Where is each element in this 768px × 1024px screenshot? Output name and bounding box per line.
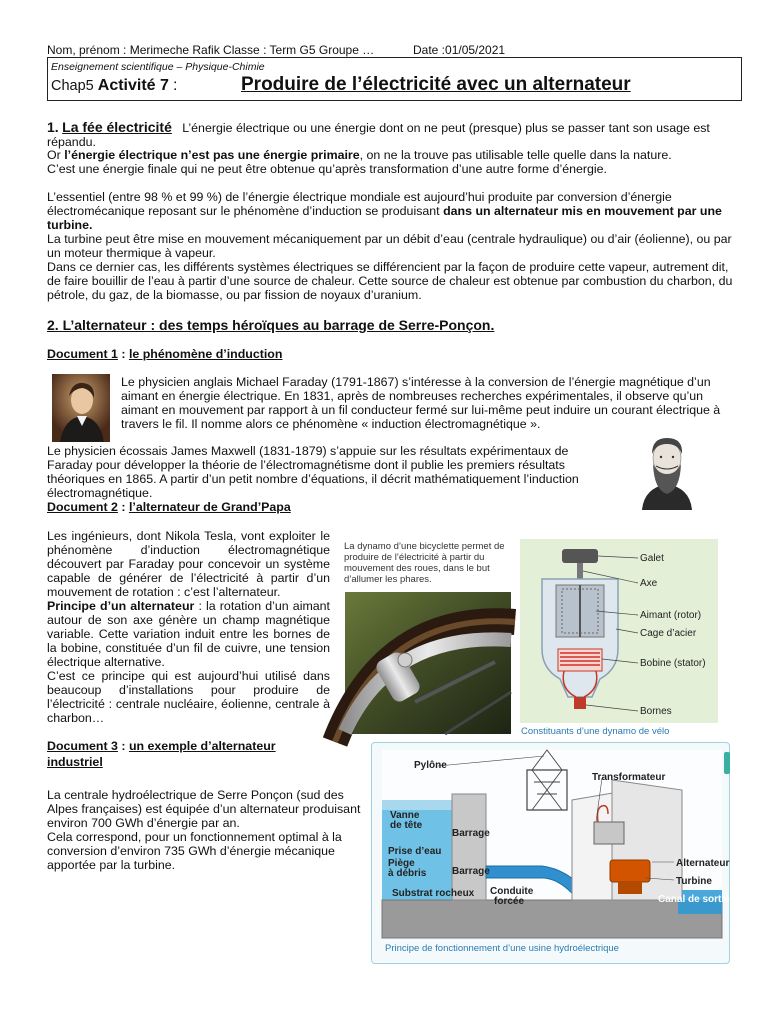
title-box (47, 57, 742, 101)
plant-label-conduite-2: forcée (494, 896, 525, 907)
dynamo-label-galet: Galet (640, 553, 664, 564)
doc3-body: La centrale hydroélectrique de Serre Ponçon (sud des Alpes françaises) est équipée d’un alternateur produisant environ 700 GWh d’énergie par an. Cela correspond, pour un fonctionnement optimal à la conversion d’environ 735 GWh d’énergie mécanique apportée par la turbine. (47, 788, 361, 872)
doc2-title: Document 2 : l’alternateur de Grand’Papa (47, 500, 291, 514)
student-identity: Nom, prénom : Merimeche Rafik Classe : Term G5 Groupe … (47, 43, 375, 57)
plant-label-prise: Prise d’eau (388, 846, 442, 857)
doc1-title: Document 1 : le phénomène d’induction (47, 347, 283, 361)
doc2-body: Les ingénieurs, dont Nikola Tesla, vont exploiter le phénomène d’induction électromagnétique découvert par Faraday pour concevoir un système capable de générer de l’électricité à partir d’un mouvement de rotation : c’est l’alternateur. Principe d’un alternateur : la rotation d’un aimant autour de son axe génère un champ magnétique variable. Cette variation induit entre les bornes de la bobine, constituée d’un fil de cuivre, une tension électrique alternative. C’est ce principe qui est aujourd’hui utilisé dans beaucoup d’installations pour produire de l’électricité : centrale nucléaire, éolienne, centrale à charbon… (47, 529, 331, 725)
plant-label-vanne-2: de tête (390, 820, 423, 831)
hydro-plant-diagram (382, 750, 730, 938)
page-title: Produire de l’électricité avec un alternateur (241, 74, 631, 95)
section2-heading: 2. L’alternateur : des temps héroïques au barrage de Serre-Ponçon. (47, 317, 495, 333)
plant-label-canal: Canal de sortie (658, 894, 730, 905)
plant-label-vanne-1: Vanne (390, 810, 420, 821)
section1-body: Or l’énergie électrique n’est pas une énergie primaire, on ne la trouve pas utilisable telle quelle dans la nature. C’est une énergie finale qui ne peut être obtenue qu’après transformation d’une autre forme d’énergie. L’essentiel (entre 98 % et 99 %) de l’énergie électrique mondiale est aujourd’hui produite par conversion d’énergie électromécanique reposant sur le phénomène d’induction se produisant dans un alternateur mis en mouvement par une turbine. La turbine peut être mise en mouvement mécaniquement par un débit d’eau (centrale hydraulique) ou d’air (éolienne), ou par un moteur thermique à vapeur. Dans ce dernier cas, les différents systèmes électriques se différencient par la façon de produire cette vapeur, autrement dit, de faire bouillir de l’eau à partir d’une source de chaleur. Cette source de chaleur est obtenue par combustion du charbon, du pétrole, du gaz, de la biomasse, ou par fission de noyaux d’uranium. (47, 148, 733, 302)
dynamo-caption: Constituants d’une dynamo de vélo (521, 726, 670, 737)
bicycle-dynamo-photo (345, 592, 511, 734)
plant-label-substrat: Substrat rocheux (392, 888, 475, 899)
plant-label-alternateur: Alternateur (676, 858, 730, 869)
faraday-portrait (52, 374, 110, 442)
course-name: Enseignement scientifique – Physique-Chimie (51, 61, 265, 73)
dynamo-label-axe: Axe (640, 578, 658, 589)
maxwell-portrait (628, 430, 706, 510)
dynamo-label-bobine: Bobine (stator) (640, 658, 706, 669)
frame-tab-marker (724, 752, 730, 774)
section1-heading-num: 1. (47, 119, 59, 135)
plant-label-barrage-top: Barrage (452, 828, 490, 839)
dynamo-label-aimant: Aimant (rotor) (640, 610, 702, 621)
plant-label-piege-1: Piège (388, 858, 415, 869)
section1-intro: 1. La fée électricité L’énergie électrique ou une énergie dont on ne peut (presque) plus se passer tant son usage est répandu. (47, 119, 710, 149)
bike-caption: La dynamo d’une bicyclette permet de produire de l’électricité à partir du mouvement des roues, dans le but d’allumer les phares. (344, 541, 505, 585)
plant-label-pylone: Pylône (414, 760, 447, 771)
dynamo-label-cage: Cage d’acier (640, 628, 697, 639)
section1-heading: La fée électricité (62, 119, 172, 135)
plant-label-conduite-1: Conduite (490, 886, 534, 897)
doc1-faraday-text: Le physicien anglais Michael Faraday (1791-1867) s’intéresse à la conversion de l’énergie magnétique d’un aimant en énergie électrique. En 1831, après de nombreuses recherches expérimentales, il observe qu’un aimant en mouvement par rapport à un fil conducteur fermé sur lui-même peut induire un courant électrique à travers le fil. Il nomme alors ce phénomène « induction électromagnétique ». (121, 375, 721, 431)
plant-label-barrage-bottom: Barrage (452, 866, 490, 877)
plant-caption: Principe de fonctionnement d’une usine hydroélectrique (385, 943, 619, 954)
dynamo-label-bornes: Bornes (640, 706, 672, 717)
chapter-line: Chap5 Activité 7 : (51, 77, 178, 94)
dynamo-diagram (520, 539, 718, 723)
doc3-title: Document 3 : un exemple d’alternateur industriel (47, 739, 276, 769)
plant-label-turbine: Turbine (676, 876, 712, 887)
doc1-maxwell-text: Le physicien écossais James Maxwell (1831-1879) s’appuie sur les résultats expérimentaux de Faraday pour développer la théorie de l’électromagnétisme dont il publie les premiers résultats théoriques en 1865. A partir d’un petit nombre d’équations, il décrit mathématiquement l’induction électromagnétique. (47, 444, 579, 500)
date: Date :01/05/2021 (413, 43, 506, 57)
plant-label-transformateur: Transformateur (592, 772, 666, 783)
plant-label-piege-2: à débris (388, 868, 427, 879)
